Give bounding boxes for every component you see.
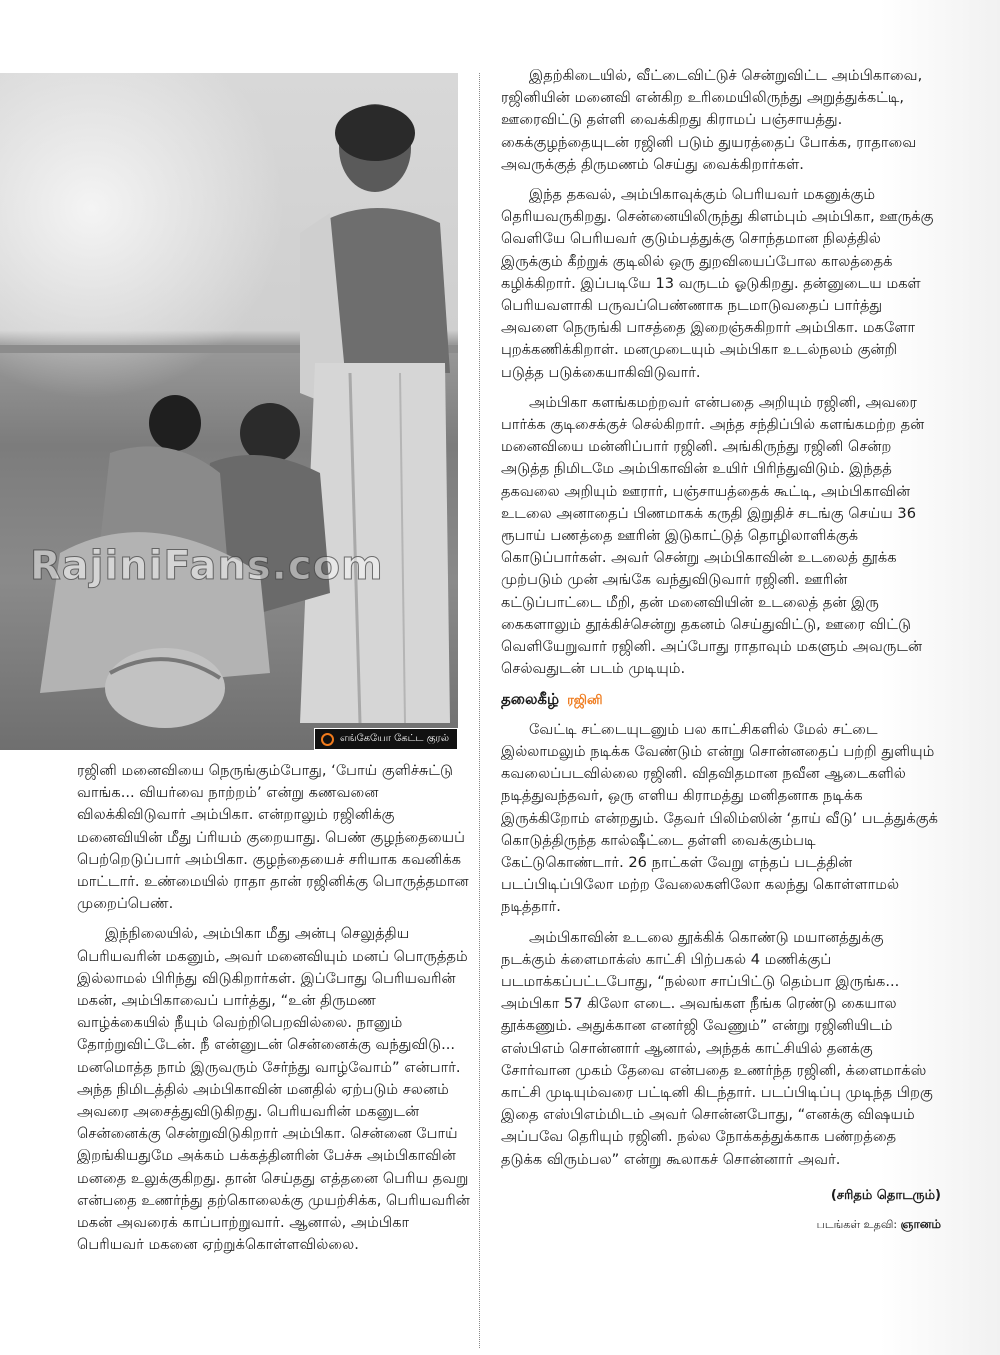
photo-caption — [314, 728, 458, 750]
watermark: RajiniFans.com — [30, 543, 384, 589]
caption-text: எங்கேயோ கேட்ட குரல் — [339, 733, 449, 744]
paragraph: வேட்டி சட்டையுடனும் பல காட்சிகளில் மேல் சட்டை இல்லாமலும் நடிக்க வேண்டும் என்று சொன்னதைப் பற்றி துளியும் கவலைப்படவில்லை ரஜினி. விதவிதமான நவீன ஆடைகளில் நடித்துவந்தவர், ஒரு எளிய கிராமத்து மனிதனாக நடிக்க இருக்கிறோம் என்றதும். தேவர் பிலிம்ஸின் ‘தாய் வீடு’ படத்துக்குக் கொடுத்திருந்த கால்ஷீட்டை தள்ளி வைக்கும்படி கேட்டுகொண்டார். 26 நாட்கள் வேறு எந்தப் படத்தின் படப்பிடிப்பிலோ மற்ற வேலைகளிலோ கலந்து கொள்ளாமல் நடித்தார். — [501, 720, 938, 916]
paragraph: அம்பிகாவின் உடலை தூக்கிக் கொண்டு மயானத்துக்கு நடக்கும் க்ளைமாக்ஸ் காட்சி பிற்பகல் 4 மணிக்குப் படமாக்கப்பட்டபோது, “நல்லா சாப்பிட்டு தெம்பா இருங்க... அம்பிகா 57 கிலோ எடை. அவங்கள நீங்க ரெண்டு கையால தூக்கணும். அதுக்கான எனர்ஜி வேணும்” என்று ரஜினியிடம் எஸ்பிஎம் சொன்னார் ஆனால், அந்தக் காட்சியில் தனக்கு சோர்வான முகம் தேவை என்பதை உணர்ந்த ரஜினி, க்ளைமாக்ஸ் காட்சி முடியும்வரை பட்டினி கிடந்தார். படப்பிடிப்பு முடிந்த பிறகு இதை எஸ்பிஎம்மிடம் அவர் சொன்னபோது, “எனக்கு விஷயம் அப்பவே தெரியும் ரஜினி. நல்ல நோக்கத்துக்காக பண்றத்தை தடுக்க விரும்பல” என்று கூலாகச் சொன்னார் அவர். — [501, 928, 933, 1168]
photo-illustration — [0, 73, 458, 750]
paragraph: இதற்கிடையில், வீட்டைவிட்டுச் சென்றுவிட்ட அம்பிகாவை, ரஜினியின் மனைவி என்கிற உரிமையிலிருந்து அறுத்துக்கட்டி, ஊரைவிட்டு தள்ளி வைக்கிறது கிராமப் பஞ்சாயத்து. கைக்குழந்தையுடன் ரஜினி படும் துயரத்தைப் போக்க, ராதாவை அவருக்குத் திருமணம் செய்து வைக்கிறார்கள். — [501, 67, 923, 173]
subheading-label: தலைகீழ் — [501, 690, 560, 709]
paragraph: இந்த தகவல், அம்பிகாவுக்கும் பெரியவர் மகனுக்கும் தெரியவருகிறது. சென்னையிலிருந்து கிளம்பும் அம்பிகா, ஊருக்கு வெளியே பெரியவர் குடும்பத்துக்கு சொந்தமான நிலத்தில் இருக்கும் கீற்றுக் குடிலில் ஒரு துறவியைப்போல காலத்தைக் கழிக்கிறார். இப்படியே 13 வருடம் ஓடுகிறது. தன்னுடைய மகள் பெரியவளாகி பருவப்பெண்ணாக நடமாடுவதைப் பார்த்து அவளை நெருங்கி பாசத்தை இறைஞ்சுகிறார் அம்பிகா. மகளோ புறக்கணிக்கிறாள். மனமுடையும் அம்பிகா உடல்நலம் குன்றி படுத்த படுக்கையாகிவிடுவார். — [501, 186, 934, 381]
paragraph: இந்நிலையில், அம்பிகா மீது அன்பு செலுத்திய பெரியவரின் மகனும், அவர் மனைவியும் மனப் பொருத்தம் இல்லாமல் பிரிந்து விடுகிறார்கள். இப்போது பெரியவரின் மகன், அம்பிகாவைப் பார்த்து, “உன் திருமண வாழ்க்கையில் நீயும் வெற்றிபெறவில்லை. நானும் தோற்றுவிட்டேன். நீ என்னுடன் சென்னைக்கு வந்துவிடு... மனமொத்த நாம் இருவரும் சேர்ந்து வாழ்வோம்” என்பார். அந்த நிமிடத்தில் அம்பிகாவின் மனதில் ஏற்படும் சலனம் அவரை அசைத்துவிடுகிறது. பெரியவரின் மகனுடன் சென்னைக்கு சென்றுவிடுகிறார் அம்பிகா. சென்னை போய் இறங்கியதுமே அக்கம் பக்கத்தினரின் பேச்சு அம்பிகாவின் மனதை உலுக்குகிறது. தான் செய்தது எத்தனை பெரிய தவறு என்பதை உணர்ந்து தற்கொலைக்கு முயற்சிக்க, பெரியவரின் மகன் அவரைக் காப்பாற்றுவார். ஆனால், அம்பிகா பெரியவர் மகனை ஏற்றுக்கொள்ளவில்லை. — [77, 925, 470, 1254]
film-still-photo — [0, 73, 458, 750]
continued-note: (சரிதம் தொடரும்) — [830, 1187, 941, 1203]
credit-name: ஞானம் — [900, 1216, 941, 1231]
section-subheading — [501, 688, 941, 712]
left-column — [77, 760, 472, 1264]
column-divider — [479, 73, 480, 1348]
right-column — [501, 65, 941, 1236]
paragraph: ரஜினி மனைவியை நெருங்கும்போது, ‘போய் குளிச்சுட்டு வாங்க... வியர்வை நாற்றம்’ என்று கணவனை விலக்கிவிடுவார் அம்பிகா. என்றாலும் ரஜினிக்கு மனைவியின் மீது ப்ரியம் குறையாது. பெண் குழந்தையைப் பெற்றெடுப்பார் அம்பிகா. குழந்தையைச் சரியாக கவனிக்க மாட்டார். உண்மையில் ராதா தான் ரஜினிக்கு பொருத்தமான முறைப்பெண். — [77, 762, 469, 913]
credit-label: படங்கள் உதவி: — [816, 1217, 898, 1231]
circle-bullet-icon — [321, 733, 334, 746]
photo-credit — [501, 1213, 941, 1236]
paragraph: அம்பிகா களங்கமற்றவர் என்பதை அறியும் ரஜினி, அவரை பார்க்க குடிசைக்குச் செல்கிறார். அந்த சந்திப்பில் களங்கமற்ற தன் மனைவியை மன்னிப்பார் ரஜினி. அங்கிருந்து ரஜினி சென்ற அடுத்த நிமிடமே அம்பிகாவின் உயிர் பிரிந்துவிடும். இந்தத் தகவலை அறியும் ஊரார், பஞ்சாயத்தைக் கூட்டி, அம்பிகாவின் உடலை அனாதைப் பிணமாகக் கருதி இறுதிச் சடங்கு செய்ய 36 ரூபாய் பணத்தை ஊரின் இடுகாட்டுத் தொழிலாளிக்குக் கொடுப்பார்கள். அவர் சென்று அம்பிகாவின் உடலைத் தூக்க முற்படும் முன் அங்கே வந்துவிடுவார் ரஜினி. ஊரின் கட்டுப்பாட்டை மீறி, தன் மனைவியின் உடலைத் தன் இரு கைகளாலும் தூக்கிச்சென்று தகனம் செய்துவிட்டு, ஊரை விட்டு வெளியேறுவார் ரஜினி. அப்போது ராதாவும் மகளும் அவருடன் செல்வதுடன் படம் முடியும். — [501, 393, 925, 678]
subheading-accent: ரஜினி — [567, 693, 603, 709]
